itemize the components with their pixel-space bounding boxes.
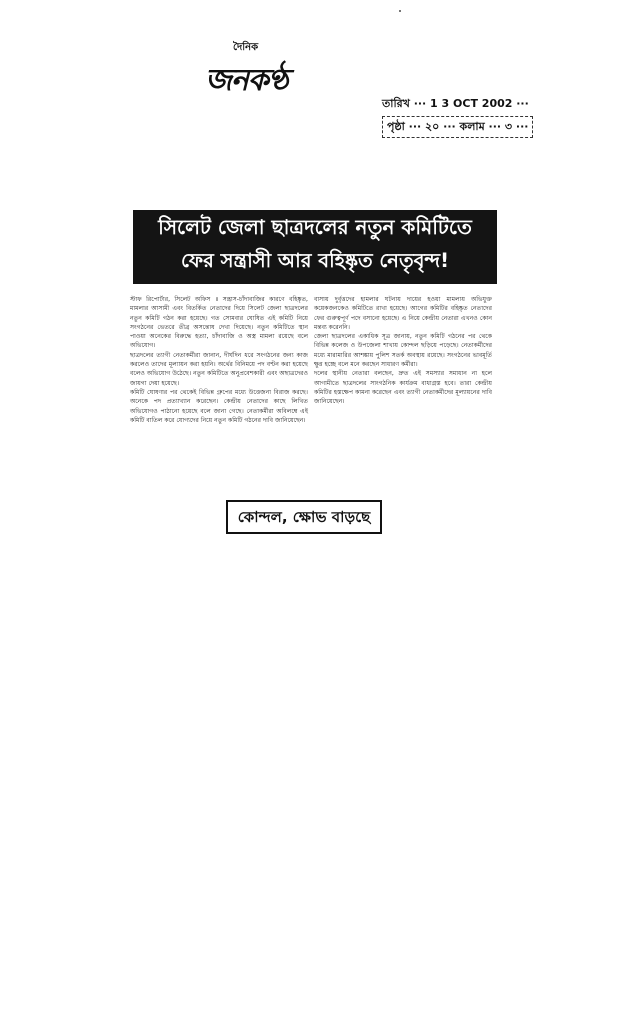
headline-line-2: ফের সন্ত্রাসী আর বহিষ্কৃত নেতৃবৃন্দ! — [181, 249, 449, 272]
paragraph: দলের স্থানীয় নেতারা বলছেন, দ্রুত এই সমস্যার সমাধান না হলে আগামীতে ছাত্রদলের সাংগঠনিক কার্যক্রম বাধাগ্রস্ত হবে। তারা কেন্দ্রীয় কমিটির হস্তক্ষেপ কামনা করেছেন এবং ত্যাগী নেতাকর্মীদের মূল্যায়নের দাবি জানিয়েছেন। — [314, 370, 492, 406]
paragraph: ছাত্রদলের ত্যাগী নেতাকর্মীরা জানান, দীর্ঘদিন ধরে সংগঠনের জন্য কাজ করলেও তাদের মূল্যায়ন করা হয়নি। অর্থের বিনিময়ে পদ বণ্টন করা হয়েছে বলেও অভিযোগ উঠেছে। নতুন কমিটিতে অনুপ্রবেশকারী এবং অছাত্রদেরও জায়গা দেয়া হয়েছে। — [130, 351, 308, 387]
paragraph: কমিটি ঘোষণার পর থেকেই বিভিন্ন গ্রুপের মধ্যে উত্তেজনা বিরাজ করছে। অনেকে পদ প্রত্যাখ্যান করেছেন। কেন্দ্রীয় নেতাদের কাছে লিখিত অভিযোগও পাঠানো হয়েছে বলে জানা গেছে। নেতাকর্মীরা অবিলম্বে এই কমিটি বাতিল করে যোগ্যদের নিয়ে নতুন কমিটি গঠনের দাবি জানিয়েছেন। — [130, 388, 308, 424]
dateline-stamp — [382, 94, 552, 138]
paragraph: স্টাফ রিপোর্টার, সিলেট অফিস ॥ সন্ত্রাস-চাঁদাবাজির কারণে বহিষ্কৃত, মামলার আসামী এবং বিতর্কিত নেতাদের দিয়ে সিলেট জেলা ছাত্রদলের নতুন কমিটি গঠন করা হয়েছে। গত সোমবার ঘোষিত এই কমিটি নিয়ে সংগঠনের ভেতরে তীব্র অসন্তোষ দেখা দিয়েছে। নতুন কমিটিতে স্থান পাওয়া অনেকের বিরুদ্ধে হত্যা, চাঁদাবাজি ও অস্ত্র মামলা রয়েছে বলে অভিযোগ। — [130, 296, 308, 350]
headline-line-1: সিলেট জেলা ছাত্রদলের নতুন কমিটিতে — [158, 215, 472, 239]
article-column-left — [130, 295, 308, 425]
article-column-right — [314, 295, 492, 407]
headline-banner — [133, 210, 497, 284]
masthead-title: জনকণ্ঠ — [205, 63, 288, 98]
paragraph: জেলা ছাত্রদলের একাধিক সূত্র জানায়, নতুন কমিটি গঠনের পর থেকে বিভিন্ন কলেজ ও উপজেলা শাখায় কোন্দল ছড়িয়ে পড়েছে। নেতাকর্মীদের মধ্যে মারামারির আশঙ্কায় পুলিশ সতর্ক অবস্থায় রয়েছে। সংগঠনের ভাবমূর্তি ক্ষুণ্ণ হচ্ছে বলে মনে করছেন সাধারণ কর্মীরা। — [314, 333, 492, 369]
paragraph: বাসায় দুর্বৃত্তদের হামলার ঘটনায় দায়ের হওয়া মামলায় অভিযুক্ত কয়েকজনকেও কমিটিতে রাখা হয়েছে। আগের কমিটির বহিষ্কৃত নেতাদের ফের গুরুত্বপূর্ণ পদে বসানো হয়েছে। এ নিয়ে কেন্দ্রীয় নেতারা এখনও কোন মন্তব্য করেননি। — [314, 296, 492, 331]
masthead-prefix: দৈনিক — [233, 42, 259, 53]
subheadline-box: কোন্দল, ক্ষোভ বাড়ছে — [226, 500, 382, 534]
page-row: পৃষ্ঠা ··· ২০ ··· কলাম ··· ৩ ··· — [382, 116, 533, 138]
article-body — [130, 295, 500, 723]
newspaper-masthead — [205, 40, 325, 100]
speck — [399, 10, 401, 12]
date-row: তারিখ ··· 1 3 OCT 2002 ··· — [382, 97, 529, 110]
